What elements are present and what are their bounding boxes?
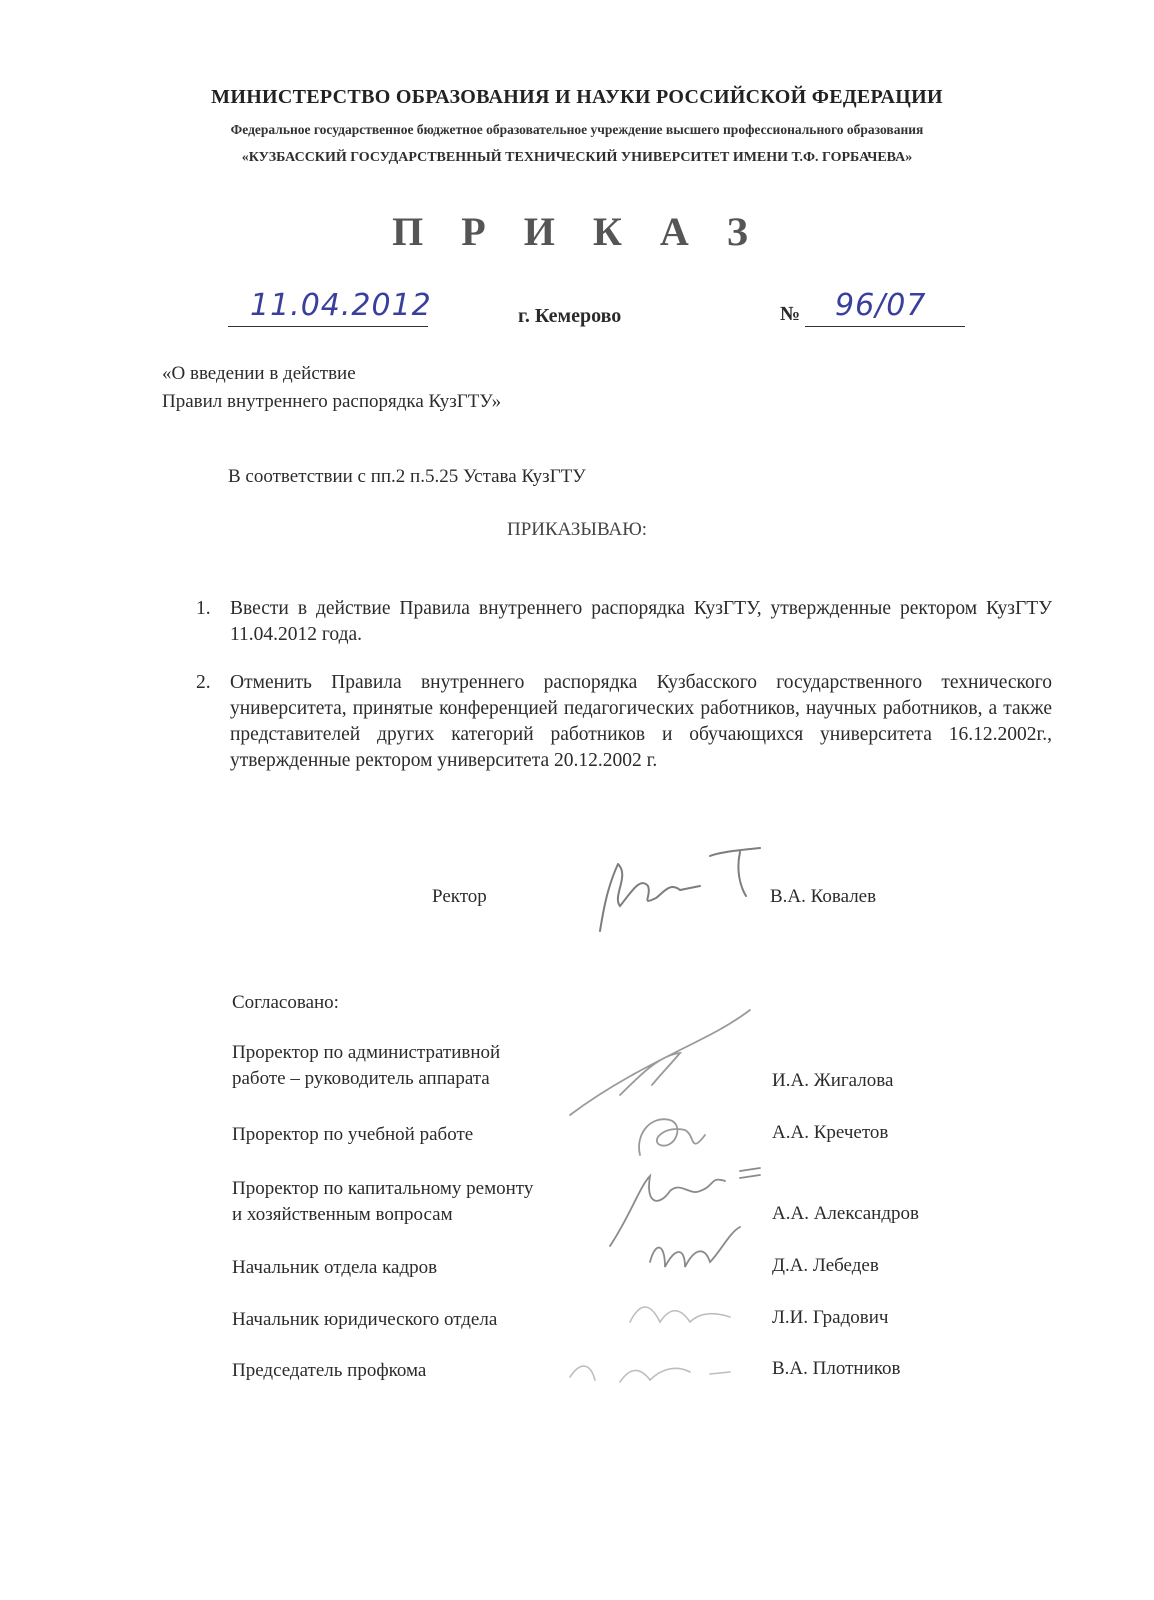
signature-lebedev: [640, 1222, 750, 1282]
role-line: Проректор по капитальному ремонту: [232, 1178, 534, 1199]
institution-name: «КУЗБАССКИЙ ГОСУДАРСТВЕННЫЙ ТЕХНИЧЕСКИЙ УНИВЕРСИТЕТ ИМЕНИ Т.Ф. ГОРБАЧЕВА»: [241, 150, 913, 165]
rector-label: Ректор: [432, 886, 487, 907]
rector-signature: [590, 846, 780, 936]
agreement-name: А.А. Кречетов: [772, 1122, 889, 1143]
agreed-heading: Согласовано:: [232, 992, 339, 1013]
ministry-heading: МИНИСТЕРСТВО ОБРАЗОВАНИЯ И НАУКИ РОССИЙСКОЙ ФЕДЕРАЦИИ: [211, 86, 943, 108]
agreement-role: [232, 1307, 497, 1333]
subject-line-2: Правил внутреннего распорядка КузГТУ»: [162, 391, 502, 412]
number-sign: №: [780, 303, 801, 325]
item-number: 1.: [196, 598, 211, 619]
order-subject: [162, 360, 501, 416]
list-item: [186, 596, 1052, 648]
agreement-name: И.А. Жигалова: [772, 1070, 894, 1091]
agreement-name: В.А. Плотников: [772, 1358, 901, 1379]
item-text: Отменить Правила внутреннего распорядка Кузбасского государственного технического университета, принятые конференцией педагогических работников, научных работников, а также представителей других категорий работников и обучающихся университета 16.12.2002г., утвержденные ректором университета 20.12.2002 г.: [230, 672, 1052, 771]
subject-line-1: «О введении в действие: [162, 363, 356, 384]
agreement-name: А.А. Александров: [772, 1203, 919, 1224]
signature-plotnikov: [560, 1352, 740, 1392]
agreement-name: Д.А. Лебедев: [772, 1255, 879, 1276]
city-label: г. Кемерово: [518, 305, 622, 327]
basis-text: В соответствии с пп.2 п.5.25 Устава КузГТУ: [228, 466, 586, 487]
order-word: ПРИКАЗЫВАЮ:: [506, 519, 648, 540]
handwritten-date: 11.04.2012: [250, 288, 432, 323]
role-line: Начальник юридического отдела: [232, 1309, 498, 1330]
agreement-role: [232, 1176, 533, 1228]
number-underline: [805, 326, 965, 327]
agreement-role: [232, 1040, 500, 1092]
signature-gradovich: [620, 1292, 740, 1342]
date-underline: [228, 326, 428, 327]
handwritten-number: 96/07: [835, 288, 927, 323]
document-title: П Р И К А З: [392, 209, 762, 254]
agreement-role: [232, 1255, 437, 1281]
role-line: Проректор по учебной работе: [232, 1124, 474, 1145]
agreement-name: Л.И. Градович: [772, 1307, 889, 1328]
list-item: [186, 670, 1052, 774]
role-line: и хозяйственным вопросам: [232, 1204, 453, 1225]
item-number: 2.: [196, 672, 211, 693]
signature-krechetov: [630, 1105, 720, 1165]
rector-name: В.А. Ковалев: [770, 886, 877, 907]
role-line: работе – руководитель аппарата: [232, 1068, 490, 1089]
role-line: Начальник отдела кадров: [232, 1257, 438, 1278]
agreement-role: [232, 1122, 473, 1148]
role-line: Председатель профкома: [232, 1360, 427, 1381]
order-items: [186, 596, 1052, 796]
role-line: Проректор по административной: [232, 1042, 501, 1063]
item-text: Ввести в действие Правила внутреннего распорядка КузГТУ, утвержденные ректором КузГТУ 11.04.2012 года.: [230, 598, 1052, 645]
agreement-role: [232, 1358, 426, 1384]
institution-type: Федеральное государственное бюджетное образовательное учреждение высшего профессионального образования: [230, 122, 924, 137]
